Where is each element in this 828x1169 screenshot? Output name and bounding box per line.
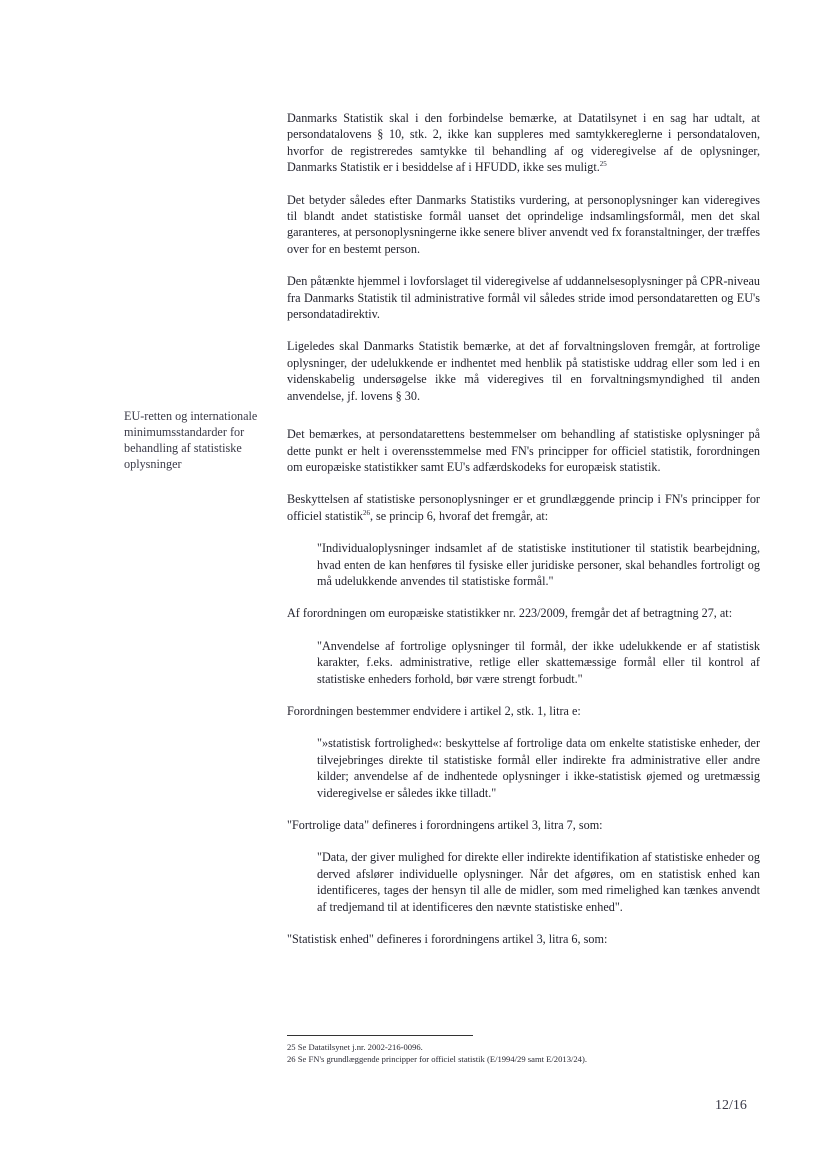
footnote: 25 Se Datatilsynet j.nr. 2002-216-0096. — [287, 1042, 423, 1052]
margin-heading: EU-retten og internationale minimumsstandarder for behandling af statistiske oplysninger — [124, 409, 258, 471]
paragraph: "Statistisk enhed" defineres i forordningens artikel 3, litra 6, som: — [287, 932, 608, 947]
paragraph: Danmarks Statistik skal i den forbindelse bemærke, at Datatilsynet i en sag har udtalt, at persondatalovens § 10, stk. 2, ikke kan suppleres med samtykkereglerne i persondataloven, hvorfor de registreredes samtykke til behandling af og videregivelse af de oplysninger, Danmarks Statistik er i besiddelse af i HFUDD, ikke ses muligt.$^{25}$ — [287, 111, 760, 175]
page-number: 12/16 — [715, 1098, 747, 1113]
paragraph: "Fortrolige data" defineres i forordningens artikel 3, litra 7, som: — [287, 818, 603, 832]
body-text — [287, 110, 760, 947]
block-quote: "Anvendelse af fortrolige oplysninger til formål, der ikke udelukkende er af statistisk karakter, f.eks. administrative, retlige eller skattemæssige formål eller til kontrol af statistiske enheders forhold, bør være strengt forbudt." — [317, 638, 760, 686]
footnote: 26 Se FN's grundlæggende principper for officiel statistik (E/1994/29 samt E/2013/24). — [287, 1054, 587, 1064]
paragraph: Af forordningen om europæiske statistikker nr. 223/2009, fremgår det af betragtning 27, at: — [287, 606, 733, 621]
block-quote: "»statistisk fortrolighed«: beskyttelse af fortrolige data om enkelte statistiske enheder, der tilvejebringes direkte til statistiske formål eller indirekte fra administrative eller andre kilder; anvendelse af de indhentede oplysninger i ikke-statistisk øjemed og uretmæssig videregivelse er således ikke tilladt." — [317, 736, 760, 800]
paragraph: Beskyttelsen af statistiske personoplysninger er et grundlæggende princip i FN's principper for officiel statistik$^{26}$, se princip 6, hvoraf det fremgår, at: — [287, 492, 760, 523]
footnotes — [287, 1041, 747, 1065]
block-quote: "Individualoplysninger indsamlet af de statistiske institutioner til statistik bearbejdning, hvad enten de kan henføres til fysiske eller juridiske personer, skal behandles fortroligt og må udelukkende anvendes til statistiske formål." — [317, 541, 760, 588]
paragraph: Ligeledes skal Danmarks Statistik bemærke, at det af forvaltningsloven fremgår, at fortrolige oplysninger, der udelukkende er indhentet med henblik på statistiske uddrag eller som led i en videnskabelig undersøgelse ikke må videregives til en forvaltningsmyndighed til anden anvendelse, jf. lovens § 30. — [287, 339, 760, 403]
block-quote: "Data, der giver mulighed for direkte eller indirekte identifikation af statistiske enheder og derved afslører individuelle oplysninger. Når det afgøres, om en statistisk enhed kan identificeres, tages der hensyn til alle de midler, som med rimelighed kan tænkes anvendt af tredjemand til at identificeres den nævnte statistiske enhed". — [317, 850, 760, 914]
paragraph: Forordningen bestemmer endvidere i artikel 2, stk. 1, litra e: — [287, 703, 581, 718]
footnote-ref[interactable]: 25 — [599, 160, 607, 169]
paragraph: Den påtænkte hjemmel i lovforslaget til videregivelse af uddannelsesoplysninger på CPR-niveau fra Danmarks Statistik til administrative formål vil således stride imod persondataretten og EU's persondatadirektiv. — [287, 274, 760, 322]
footnote-ref[interactable]: 26 — [362, 508, 370, 517]
footnote-divider — [287, 1035, 473, 1036]
paragraph: Det bemærkes, at persondatarettens bestemmelser om behandling af statistiske oplysninger på dette punkt er helt i overensstemmelse med FN's principper for officiel statistik, forordningen om europæiske statistikker samt EU's adfærdskodeks for europæisk statistik. — [287, 427, 760, 474]
paragraph: Det betyder således efter Danmarks Statistiks vurdering, at personoplysninger kan videregives til blandt andet statistiske formål uanset det oprindelige indsamlingsformål, men det skal garanteres, at personoplysningerne ikke senere bliver anvendt ved fx foranstaltninger, der træffes over for en bestemt person. — [287, 192, 760, 256]
